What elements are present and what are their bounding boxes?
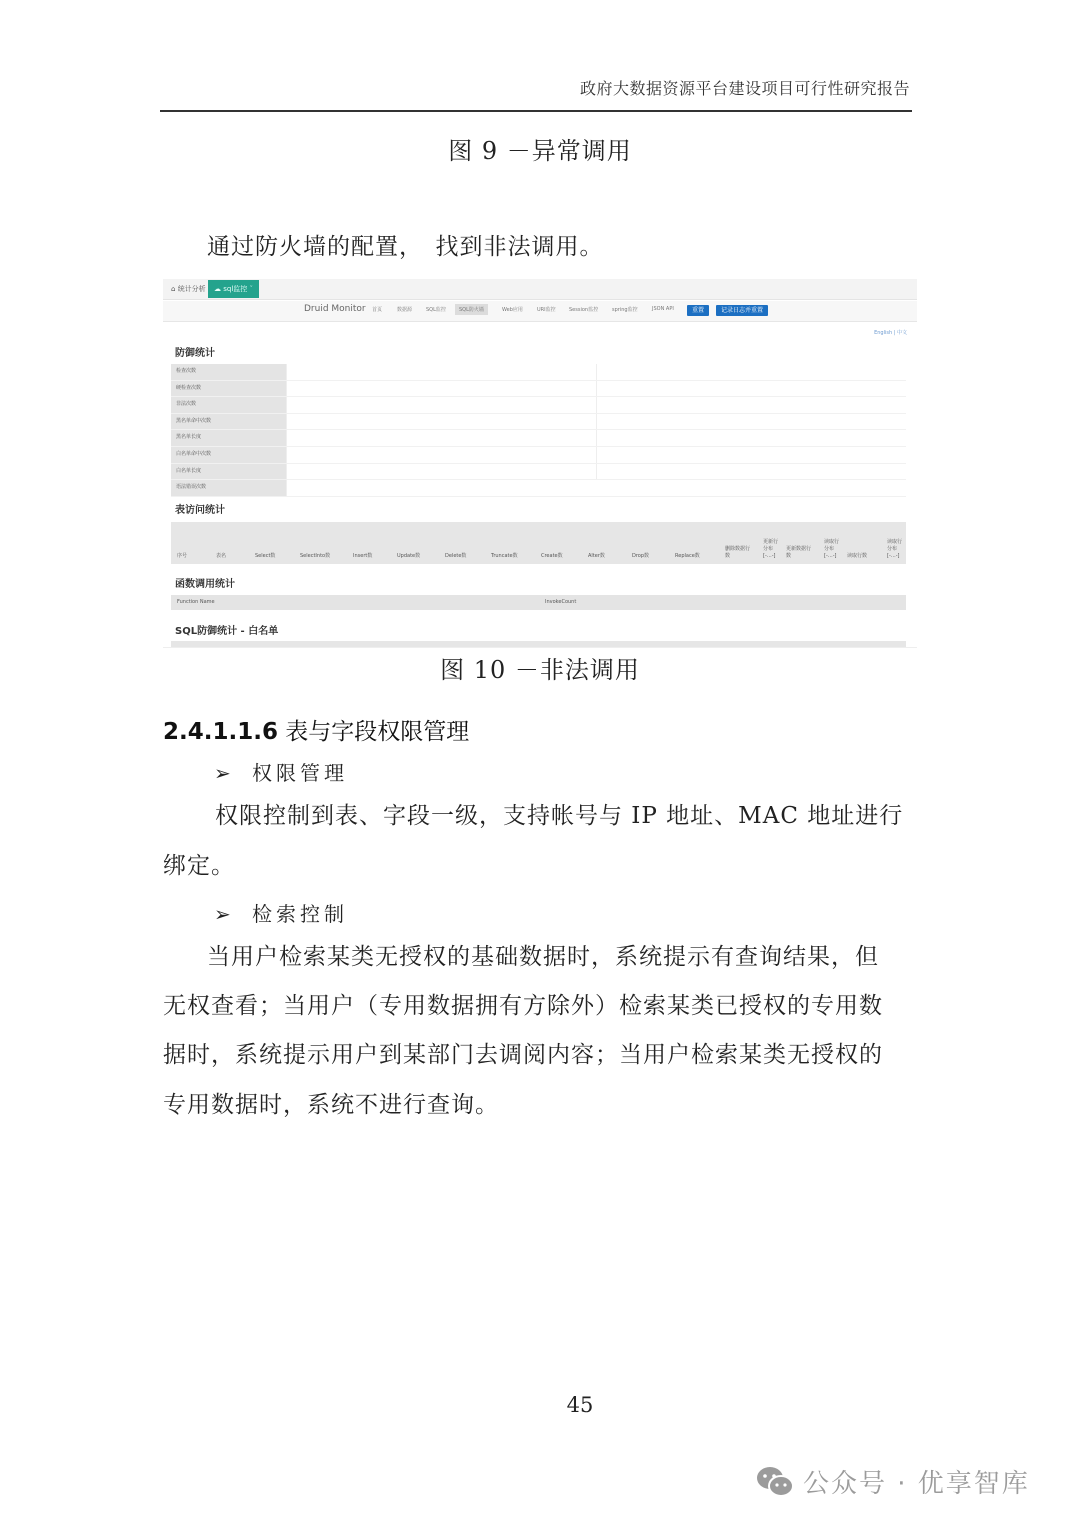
whitelist-header xyxy=(171,641,906,647)
paragraph-permission-line1: 权限控制到表、字段一级，支持帐号与 IP 地址、MAC 地址进行 xyxy=(215,803,904,829)
paragraph-permission-line2: 绑定。 xyxy=(163,853,235,879)
nav-home[interactable]: 首页 xyxy=(372,307,383,313)
section-number: 2.4.1.1.6 xyxy=(163,719,278,745)
table-row: 语法错误次数 xyxy=(171,480,906,497)
column-header[interactable]: Function Name xyxy=(177,599,215,605)
nav-datasource[interactable]: 数据源 xyxy=(397,307,413,313)
column-header[interactable]: Select数 xyxy=(255,553,276,559)
cloud-icon: ☁ xyxy=(214,285,221,293)
column-header[interactable]: SelectInto数 xyxy=(300,553,331,559)
table-row: 黑名单命中次数 xyxy=(171,414,906,431)
tab-bar xyxy=(163,279,917,300)
bullet-retrieval-control: ➢ 检索控制 xyxy=(214,902,348,926)
nav-json-api[interactable]: JSON API xyxy=(652,306,674,312)
page-number: 45 xyxy=(566,1393,594,1417)
table-row: 白名单长度 xyxy=(171,464,906,481)
column-header[interactable]: Delete数 xyxy=(445,553,467,559)
column-header[interactable]: 序号 xyxy=(177,553,188,559)
paragraph-retrieval-line3: 据时，系统提示用户到某部门去调阅内容；当用户检索某类无授权的 xyxy=(163,1042,883,1068)
arrow-bullet-icon: ➢ xyxy=(214,902,231,926)
function-stats-header xyxy=(171,595,906,610)
column-header[interactable]: Drop数 xyxy=(632,553,650,559)
firewall-stats-title: 防御统计 xyxy=(175,348,215,359)
bullet-permission-management: ➢ 权限管理 xyxy=(214,761,348,785)
function-stats-title: 函数调用统计 xyxy=(175,579,235,590)
running-header: 政府大数据资源平台建设项目可行性研究报告 xyxy=(579,79,910,98)
column-header[interactable]: InvokeCount xyxy=(545,599,577,605)
table-row: 黑名单长度 xyxy=(171,430,906,447)
intro-text: 通过防火墙的配置， 找到非法调用。 xyxy=(207,234,604,260)
column-header[interactable]: 读取行分布[-…-] xyxy=(887,539,903,559)
wechat-icon xyxy=(755,1465,795,1499)
column-header[interactable]: 删除数据行数 xyxy=(725,546,751,559)
column-header[interactable]: Truncate数 xyxy=(491,553,518,559)
druid-monitor-screenshot xyxy=(163,279,917,648)
navbar xyxy=(163,301,917,322)
reset-log-button[interactable]: 记录日志并重置 xyxy=(716,305,768,316)
column-header[interactable]: 表名 xyxy=(216,553,227,559)
figure-9-caption: 图 9 －异常调用 xyxy=(448,137,632,165)
column-header[interactable]: 读取行数 xyxy=(847,553,868,559)
paragraph-retrieval-line4: 专用数据时，系统不进行查询。 xyxy=(163,1092,499,1118)
section-heading xyxy=(163,713,469,746)
home-icon: ⌂ xyxy=(171,285,176,293)
column-header[interactable]: Create数 xyxy=(541,553,563,559)
nav-session-monitor[interactable]: Session监控 xyxy=(569,307,599,313)
language-switch[interactable]: English | 中文 xyxy=(874,330,907,336)
column-header[interactable]: 读取行分布[-…-] xyxy=(824,539,840,559)
nav-web-app[interactable]: Web应用 xyxy=(502,307,523,313)
nav-sql-monitor[interactable]: SQL监控 xyxy=(426,307,446,313)
column-header[interactable]: 更新行分布[-…-] xyxy=(763,539,779,559)
table-row: 非法次数 xyxy=(171,397,906,414)
paragraph-retrieval-line2: 无权查看；当用户（专用数据拥有方除外）检索某类已授权的专用数 xyxy=(163,993,883,1019)
column-header[interactable]: Replace数 xyxy=(675,553,700,559)
column-header[interactable]: Update数 xyxy=(397,553,421,559)
watermark: 公众号 · 优享智库 xyxy=(755,1463,1030,1500)
brand: Druid Monitor xyxy=(304,304,366,314)
column-header[interactable]: 更新数据行数 xyxy=(786,546,812,559)
reset-button[interactable]: 重置 xyxy=(687,305,709,316)
section-title: 表与字段权限管理 xyxy=(285,719,470,745)
chevron-down-icon: ˅ xyxy=(249,285,254,293)
nav-spring-monitor[interactable]: spring监控 xyxy=(612,307,638,313)
paragraph-retrieval-line1: 当用户检索某类无授权的基础数据时，系统提示有查询结果，但 xyxy=(207,944,879,970)
table-access-title: 表访问统计 xyxy=(175,505,225,516)
table-access-header xyxy=(171,522,906,564)
nav-sql-firewall[interactable]: SQL防火墙 xyxy=(455,304,488,315)
table-row: 硬检查次数 xyxy=(171,381,906,398)
firewall-stats-table xyxy=(171,364,906,497)
header-divider xyxy=(160,110,912,112)
column-header[interactable]: Alter数 xyxy=(588,553,605,559)
nav-uri-monitor[interactable]: URI监控 xyxy=(537,307,556,313)
arrow-bullet-icon: ➢ xyxy=(214,761,231,785)
tab-sql-monitor[interactable]: ☁ sql监控 ˅ xyxy=(208,280,259,298)
tab-statistics[interactable]: ⌂ 统计分析 xyxy=(171,285,206,293)
column-header[interactable]: Insert数 xyxy=(353,553,373,559)
table-row: 检查次数 xyxy=(171,364,906,381)
table-row: 白名单命中次数 xyxy=(171,447,906,464)
whitelist-title: SQL防御统计 - 白名单 xyxy=(175,626,279,637)
figure-10-caption: 图 10 －非法调用 xyxy=(440,656,640,684)
